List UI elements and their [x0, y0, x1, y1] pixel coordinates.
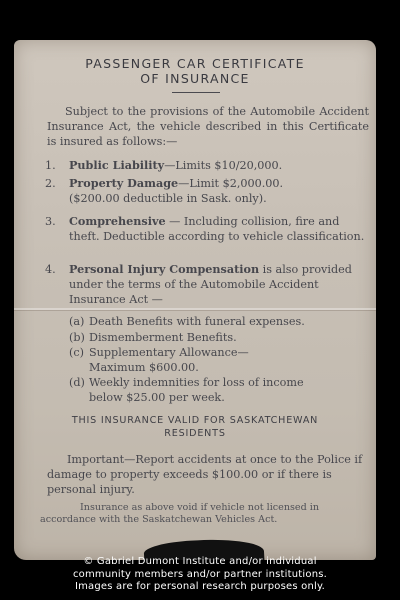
copyright-credit — [0, 556, 400, 594]
benefit-item-b — [69, 330, 237, 345]
item-heading: Comprehensive — [69, 214, 166, 228]
benefit-letter: (b) — [69, 331, 85, 344]
item-heading: Property Damage — [69, 176, 179, 190]
certificate-title-line2: OF INSURANCE — [140, 71, 250, 86]
coverage-item-2 — [45, 176, 371, 206]
validity-notice — [14, 414, 376, 440]
coverage-item-3 — [45, 214, 371, 244]
benefit-text-continued: below $25.00 per week. — [89, 391, 225, 404]
item-number: 4. — [45, 263, 56, 276]
item-heading: Public Liability — [69, 158, 165, 172]
benefit-text: Supplementary Allowance— — [89, 346, 249, 359]
insurance-certificate-card — [14, 40, 376, 560]
credit-line1: © Gabriel Dumont Institute and/or individual — [83, 556, 317, 567]
validity-line1: THIS INSURANCE VALID FOR SASKATCHEWAN — [71, 415, 319, 426]
benefit-letter: (c) — [69, 346, 84, 359]
coverage-item-1 — [45, 158, 371, 173]
benefit-item-c — [69, 345, 249, 375]
item-text: — Including collision, fire and theft. Deductible according to vehicle classification. — [69, 215, 365, 243]
item-text: is also provided under the terms of the Automobile Accident Insurance Act — — [69, 263, 352, 306]
void-clause: Insurance as above void if vehicle not licensed in accordance with the Saskatchewan Vehicles Act. — [40, 502, 320, 525]
important-text: —Report accidents at once to the Police if damage to property exceeds $100.00 or if there is personal injury. — [47, 453, 363, 496]
credit-line2: community members and/or partner institutions. — [72, 568, 328, 580]
benefit-text: Weekly indemnities for loss of income — [89, 376, 304, 389]
paper-fold-crease — [14, 308, 376, 310]
item-heading: Personal Injury Compensation — [69, 262, 260, 276]
title-divider — [172, 92, 220, 93]
item-number: 1. — [45, 159, 56, 172]
benefit-item-a — [69, 314, 305, 329]
benefit-text: Death Benefits with funeral expenses. — [89, 315, 305, 328]
benefit-letter: (a) — [69, 315, 85, 328]
intro-paragraph: Subject to the provisions of the Automobile Accident Insurance Act, the vehicle described in this Certificate is insured as follows:— — [47, 105, 369, 148]
item-text: —Limits $10/20,000. — [164, 159, 283, 172]
benefit-text-continued: Maximum $600.00. — [89, 361, 199, 374]
coverage-item-4 — [45, 262, 371, 307]
item-text: —Limit $2,000.00. — [178, 177, 284, 190]
benefit-letter: (d) — [69, 376, 85, 389]
item-number: 2. — [45, 177, 56, 190]
important-notice — [47, 452, 369, 497]
benefit-text: Dismemberment Benefits. — [89, 331, 237, 344]
certificate-title-line1: PASSENGER CAR CERTIFICATE — [85, 56, 305, 71]
validity-line2: RESIDENTS — [164, 428, 226, 439]
important-label: Important — [67, 453, 125, 466]
item-number: 3. — [45, 215, 56, 228]
item-note: ($200.00 deductible in Sask. only). — [69, 192, 267, 205]
benefit-item-d — [69, 375, 304, 405]
credit-line3: Images are for personal research purposes only. — [74, 581, 326, 592]
